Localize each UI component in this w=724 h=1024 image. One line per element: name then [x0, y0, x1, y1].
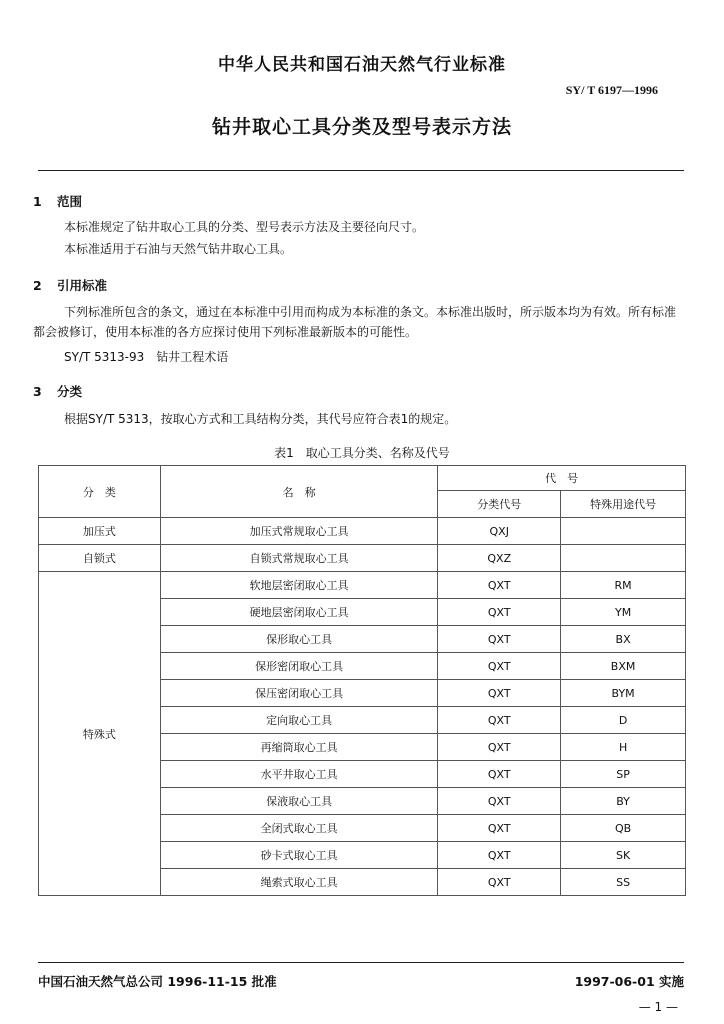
name-cell: 绳索式取心工具: [160, 869, 438, 896]
implementation-date: 1997-06-01 实施: [574, 974, 684, 989]
section-title: 分类: [57, 384, 83, 399]
section-2-reference: SY/T 5313-93 钻井工程术语: [64, 350, 229, 364]
name-cell: 水平井取心工具: [160, 761, 438, 788]
section-number: 2: [33, 278, 42, 293]
class-code-cell: QXT: [438, 599, 561, 626]
name-cell: 软地层密闭取心工具: [160, 572, 438, 599]
name-cell: 保形密闭取心工具: [160, 653, 438, 680]
industry-standard-heading: 中华人民共和国石油天然气行业标准: [218, 55, 506, 75]
special-code-cell: BY: [561, 788, 686, 815]
section-2-heading: [33, 276, 107, 294]
title-divider: [38, 170, 684, 171]
class-code-cell: QXT: [438, 734, 561, 761]
section-1-heading: [33, 192, 82, 210]
class-code-cell: QXT: [438, 842, 561, 869]
page-number: — 1 —: [638, 1000, 678, 1014]
name-cell: 砂卡式取心工具: [160, 842, 438, 869]
name-cell: 加压式常规取心工具: [160, 518, 438, 545]
footer-divider: [38, 962, 684, 963]
category-cell: 特殊式: [39, 572, 161, 896]
name-cell: 再缩筒取心工具: [160, 734, 438, 761]
class-code-cell: QXT: [438, 680, 561, 707]
name-cell: 硬地层密闭取心工具: [160, 599, 438, 626]
table-row: [39, 518, 686, 545]
category-cell: 自锁式: [39, 545, 161, 572]
special-code-cell: QB: [561, 815, 686, 842]
document-title: 钻井取心工具分类及型号表示方法: [211, 116, 512, 138]
name-cell: 保压密闭取心工具: [160, 680, 438, 707]
name-cell: 自锁式常规取心工具: [160, 545, 438, 572]
section-number: 3: [33, 384, 42, 399]
special-code-cell: [561, 545, 686, 572]
special-code-cell: [561, 518, 686, 545]
class-code-cell: QXT: [438, 626, 561, 653]
special-code-cell: SK: [561, 842, 686, 869]
class-code-cell: QXT: [438, 788, 561, 815]
section-3-line: 根据SY/T 5313，按取心方式和工具结构分类，其代号应符合表1的规定。: [64, 412, 457, 426]
class-code-cell: QXT: [438, 869, 561, 896]
table-header-row: [39, 466, 686, 491]
special-code-cell: BXM: [561, 653, 686, 680]
special-code-cell: H: [561, 734, 686, 761]
name-cell: 保形取心工具: [160, 626, 438, 653]
standard-number: SY/ T 6197—1996: [565, 83, 658, 97]
class-code-cell: QXZ: [438, 545, 561, 572]
class-code-cell: QXT: [438, 572, 561, 599]
header-special-code: 特殊用途代号: [561, 491, 686, 518]
class-code-cell: QXT: [438, 653, 561, 680]
special-code-cell: YM: [561, 599, 686, 626]
section-1-line-1: 本标准规定了钻井取心工具的分类、型号表示方法及主要径向尺寸。: [64, 220, 425, 234]
table-row: [39, 572, 686, 599]
header-class-code: 分类代号: [438, 491, 561, 518]
section-1-line-2: 本标准适用于石油与天然气钻井取心工具。: [64, 242, 293, 256]
header-name: 名 称: [160, 466, 438, 518]
header-code-group: 代 号: [438, 466, 686, 491]
special-code-cell: D: [561, 707, 686, 734]
special-code-cell: BX: [561, 626, 686, 653]
section-title: 范围: [57, 194, 83, 209]
classification-table: [38, 465, 686, 896]
name-cell: 保液取心工具: [160, 788, 438, 815]
class-code-cell: QXT: [438, 761, 561, 788]
class-code-cell: QXT: [438, 707, 561, 734]
special-code-cell: SP: [561, 761, 686, 788]
section-3-heading: [33, 382, 82, 400]
name-cell: 全闭式取心工具: [160, 815, 438, 842]
class-code-cell: QXT: [438, 815, 561, 842]
name-cell: 定向取心工具: [160, 707, 438, 734]
special-code-cell: RM: [561, 572, 686, 599]
table-row: [39, 545, 686, 572]
table-caption: 表1 取心工具分类、名称及代号: [274, 446, 450, 460]
category-cell: 加压式: [39, 518, 161, 545]
section-title: 引用标准: [57, 278, 108, 293]
header-category: 分 类: [39, 466, 161, 518]
class-code-cell: QXJ: [438, 518, 561, 545]
approval-line: 中国石油天然气总公司 1996-11-15 批准: [38, 974, 277, 989]
special-code-cell: SS: [561, 869, 686, 896]
section-number: 1: [33, 194, 42, 209]
section-2-paragraph: 下列标准所包含的条文，通过在本标准中引用而构成为本标准的条文。本标准出版时，所示版本均为有效。所有标准都会被修订，使用本标准的各方应探讨使用下列标准最新版本的可能性。: [33, 305, 677, 339]
special-code-cell: BYM: [561, 680, 686, 707]
